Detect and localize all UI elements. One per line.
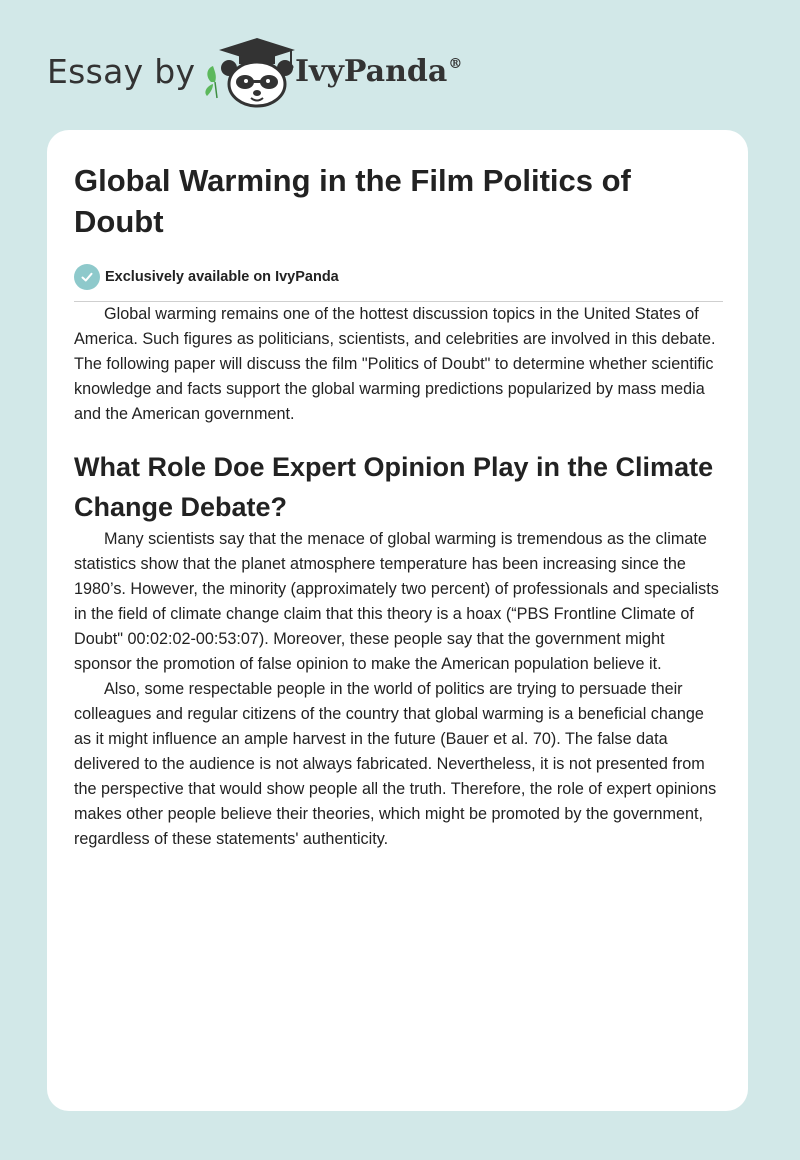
brand-name: IvyPanda®: [295, 54, 463, 89]
essay-title: Global Warming in the Film Politics of Doubt: [74, 163, 631, 239]
registered-mark: ®: [448, 56, 463, 72]
section-heading: What Role Doe Expert Opinion Play in the Climate Change Debate?: [74, 452, 714, 522]
paragraph-intro: Global warming remains one of the hottest discussion topics in the United States of America. Such figures as politicians, scientists, and celebrities are involved in this debate. The following paper will discuss the film "Politics of Doubt" to determine whether scientific knowledge and facts support the global warming predictions popularized by mass media and the American government.: [74, 305, 716, 423]
paragraph-politics: Also, some respectable people in the world of politics are trying to persuade their colleagues and regular citizens of the country that global warming is a beneficial change as it might influence an ample harvest in the future (Bauer et al. 70). The false data delivered to the audience is not always fabricated. Nevertheless, it is not presented from the perspective that would show people all the truth. Therefore, the role of expert opinions makes other people believe their theories, which might be promoted by the government, regardless of these statements' authenticity.: [74, 680, 717, 848]
brand-prefix: Essay by: [47, 52, 196, 91]
paragraph-expert-claims: Many scientists say that the menace of global warming is tremendous as the climate statistics show that the planet atmosphere temperature has been increasing since the 1980’s. However, the minority (approximately two percent) of professionals and specialists in the field of climate change claim that this theory is a hoax (“PBS Frontline Climate of Doubt" 00:02:02-00:53:07). Moreover, these people say that the government might sponsor the promotion of false opinion to make the American population believe it.: [74, 530, 719, 673]
exclusive-label: Exclusively available on IvyPanda: [105, 269, 339, 285]
site-brand[interactable]: [47, 36, 467, 108]
exclusive-notice: [74, 264, 723, 290]
essay-content: [74, 160, 723, 852]
panda-graduate-icon: [199, 36, 299, 108]
essay-card: [47, 130, 748, 1111]
check-icon: [74, 264, 100, 290]
